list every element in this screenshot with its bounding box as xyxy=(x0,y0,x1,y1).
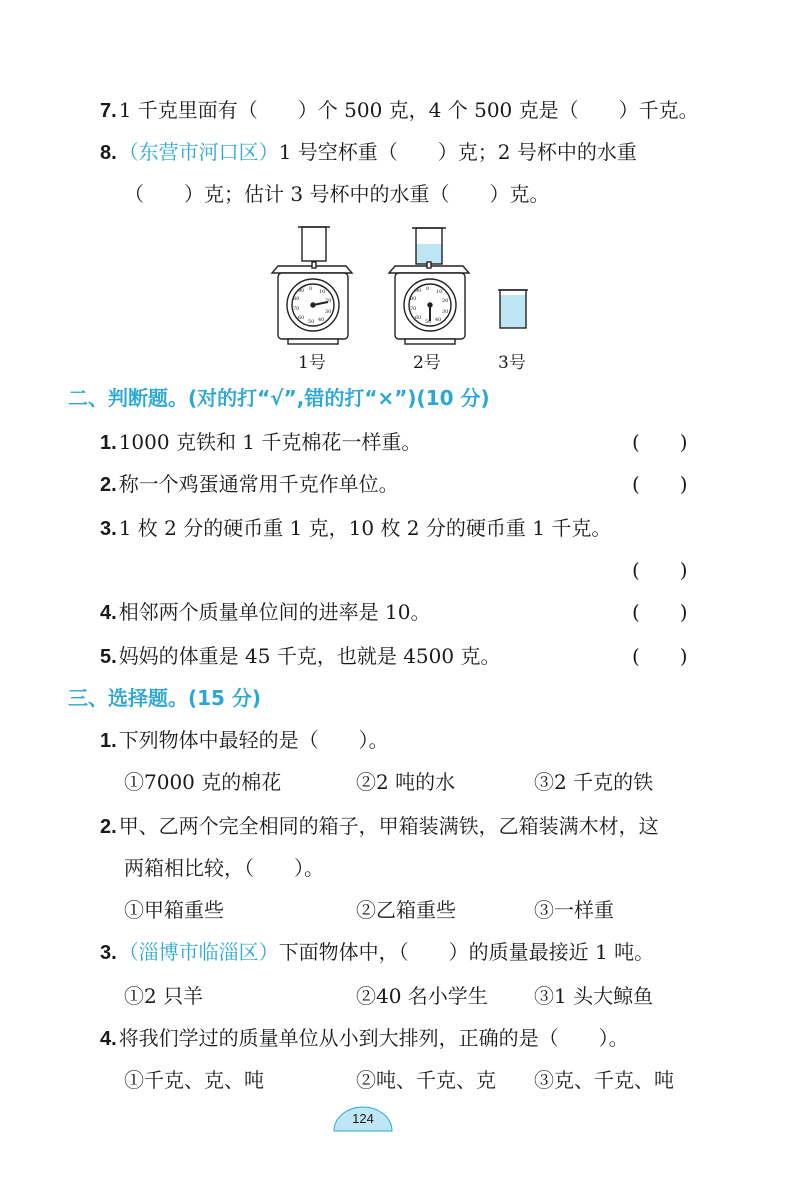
question-text: 相邻两个质量单位间的进率是 10。 xyxy=(118,600,431,624)
question-text: （ ）克；估计 3 号杯中的水重（ ）克。 xyxy=(124,182,550,206)
dial-mark: 80 xyxy=(410,296,417,302)
label-cup-2: 2号 xyxy=(413,353,441,373)
question-number: 3. xyxy=(100,518,117,540)
section-3-heading: 三、选择题。(15 分) xyxy=(68,686,262,710)
question-8-continued xyxy=(124,180,549,208)
option-3[interactable]: ③克、千克、吨 xyxy=(534,1068,674,1092)
question-text: 将我们学过的质量单位从小到大排列，正确的是（ ）。 xyxy=(118,1026,629,1050)
option-2[interactable]: ②吨、千克、克 xyxy=(356,1068,496,1092)
question-text: 下面物体中，（ ）的质量最接近 1 吨。 xyxy=(278,940,655,964)
answer-paren[interactable]: ( ) xyxy=(632,600,688,624)
region-tag: （东营市河口区） xyxy=(118,140,279,164)
dial-mark: 50 xyxy=(425,319,432,325)
question-text: 1000 克铁和 1 千克棉花一样重。 xyxy=(118,430,422,454)
question-text: 1 枚 2 分的硬币重 1 克，10 枚 2 分的硬币重 1 千克。 xyxy=(118,516,612,540)
page-number: 124 xyxy=(352,1111,374,1126)
option-1[interactable]: ①千克、克、吨 xyxy=(124,1068,264,1092)
option-3[interactable]: ③1 头大鲸鱼 xyxy=(534,984,654,1008)
choice-question-4 xyxy=(100,1024,629,1053)
dial-mark: 20 xyxy=(442,298,449,304)
judge-item-5 xyxy=(100,642,500,671)
dial-mark: 0 xyxy=(309,286,313,292)
choice-question-2-continued xyxy=(124,854,324,882)
question-8 xyxy=(100,138,637,167)
question-text: 1 千克里面有（ ）个 500 克，4 个 500 克是（ ）千克。 xyxy=(118,98,699,122)
question-number: 1. xyxy=(100,432,117,454)
question-7 xyxy=(100,96,699,125)
question-text: 1 号空杯重（ ）克；2 号杯中的水重 xyxy=(278,140,637,164)
question-text: 称一个鸡蛋通常用千克作单位。 xyxy=(118,472,399,496)
question-number: 4. xyxy=(100,602,117,624)
dial-mark: 60 xyxy=(415,315,422,321)
label-cup-3: 3号 xyxy=(498,353,526,373)
dial-mark: 30 xyxy=(442,309,449,315)
option-1[interactable]: ①甲箱重些 xyxy=(124,898,224,922)
dial-mark: 10 xyxy=(319,289,326,295)
dial-mark: 10 xyxy=(436,289,443,295)
dial-mark: 60 xyxy=(298,315,305,321)
question-text: 妈妈的体重是 45 千克，也就是 4500 克。 xyxy=(118,644,501,668)
option-2[interactable]: ②40 名小学生 xyxy=(356,984,488,1008)
dial-mark: 70 xyxy=(410,306,417,312)
question-text: 下列物体中最轻的是（ ）。 xyxy=(118,728,389,752)
dial-mark: 40 xyxy=(435,317,442,323)
empty-cup-1 xyxy=(302,227,326,261)
answer-paren[interactable]: ( ) xyxy=(632,644,688,668)
dial-mark: 0 xyxy=(426,286,430,292)
option-2[interactable]: ②乙箱重些 xyxy=(356,898,456,922)
answer-paren[interactable]: ( ) xyxy=(632,472,688,496)
region-tag: （淄博市临淄区） xyxy=(118,940,279,964)
option-3[interactable]: ③2 千克的铁 xyxy=(534,770,654,794)
option-1[interactable]: ①2 只羊 xyxy=(124,984,204,1008)
dial-mark: 90 xyxy=(298,288,305,294)
question-number: 8. xyxy=(100,142,117,164)
question-number: 5. xyxy=(100,646,117,668)
label-cup-1: 1号 xyxy=(298,353,326,373)
question-number: 3. xyxy=(100,942,117,964)
dial-mark: 90 xyxy=(415,288,422,294)
dial-mark: 80 xyxy=(293,296,300,302)
judge-item-4 xyxy=(100,598,431,627)
page-number-badge xyxy=(332,1105,394,1133)
scale-2 xyxy=(389,228,469,344)
option-1[interactable]: ①7000 克的棉花 xyxy=(124,770,282,794)
dial-mark: 40 xyxy=(318,317,325,323)
question-number: 4. xyxy=(100,1028,117,1050)
option-2[interactable]: ②2 吨的水 xyxy=(356,770,456,794)
question-number: 7. xyxy=(100,100,117,122)
dial-mark: 50 xyxy=(308,319,315,325)
question-text: 两箱相比较，（ ）。 xyxy=(124,856,324,880)
judge-item-3 xyxy=(100,514,611,543)
scale-1 xyxy=(272,227,352,344)
choice-question-1 xyxy=(100,726,389,755)
answer-paren[interactable]: ( ) xyxy=(632,558,688,582)
question-number: 2. xyxy=(100,474,117,496)
dial-mark: 30 xyxy=(325,309,332,315)
section-2-heading: 二、判断题。(对的打“√”,错的打“×”)(10 分) xyxy=(68,386,490,410)
choice-question-3 xyxy=(100,938,654,967)
dial-mark: 20 xyxy=(325,298,332,304)
cup-water xyxy=(416,244,442,264)
scales-figure xyxy=(255,222,555,372)
judge-item-2 xyxy=(100,470,399,499)
question-number: 1. xyxy=(100,730,117,752)
option-3[interactable]: ③一样重 xyxy=(534,898,614,922)
cup-water xyxy=(500,295,526,328)
question-text: 甲、乙两个完全相同的箱子，甲箱装满铁，乙箱装满木材，这 xyxy=(118,814,659,838)
judge-item-1 xyxy=(100,428,421,457)
answer-paren[interactable]: ( ) xyxy=(632,430,688,454)
cup-3 xyxy=(498,290,528,328)
dial-mark: 70 xyxy=(293,306,300,312)
question-number: 2. xyxy=(100,816,117,838)
choice-question-2 xyxy=(100,812,659,841)
